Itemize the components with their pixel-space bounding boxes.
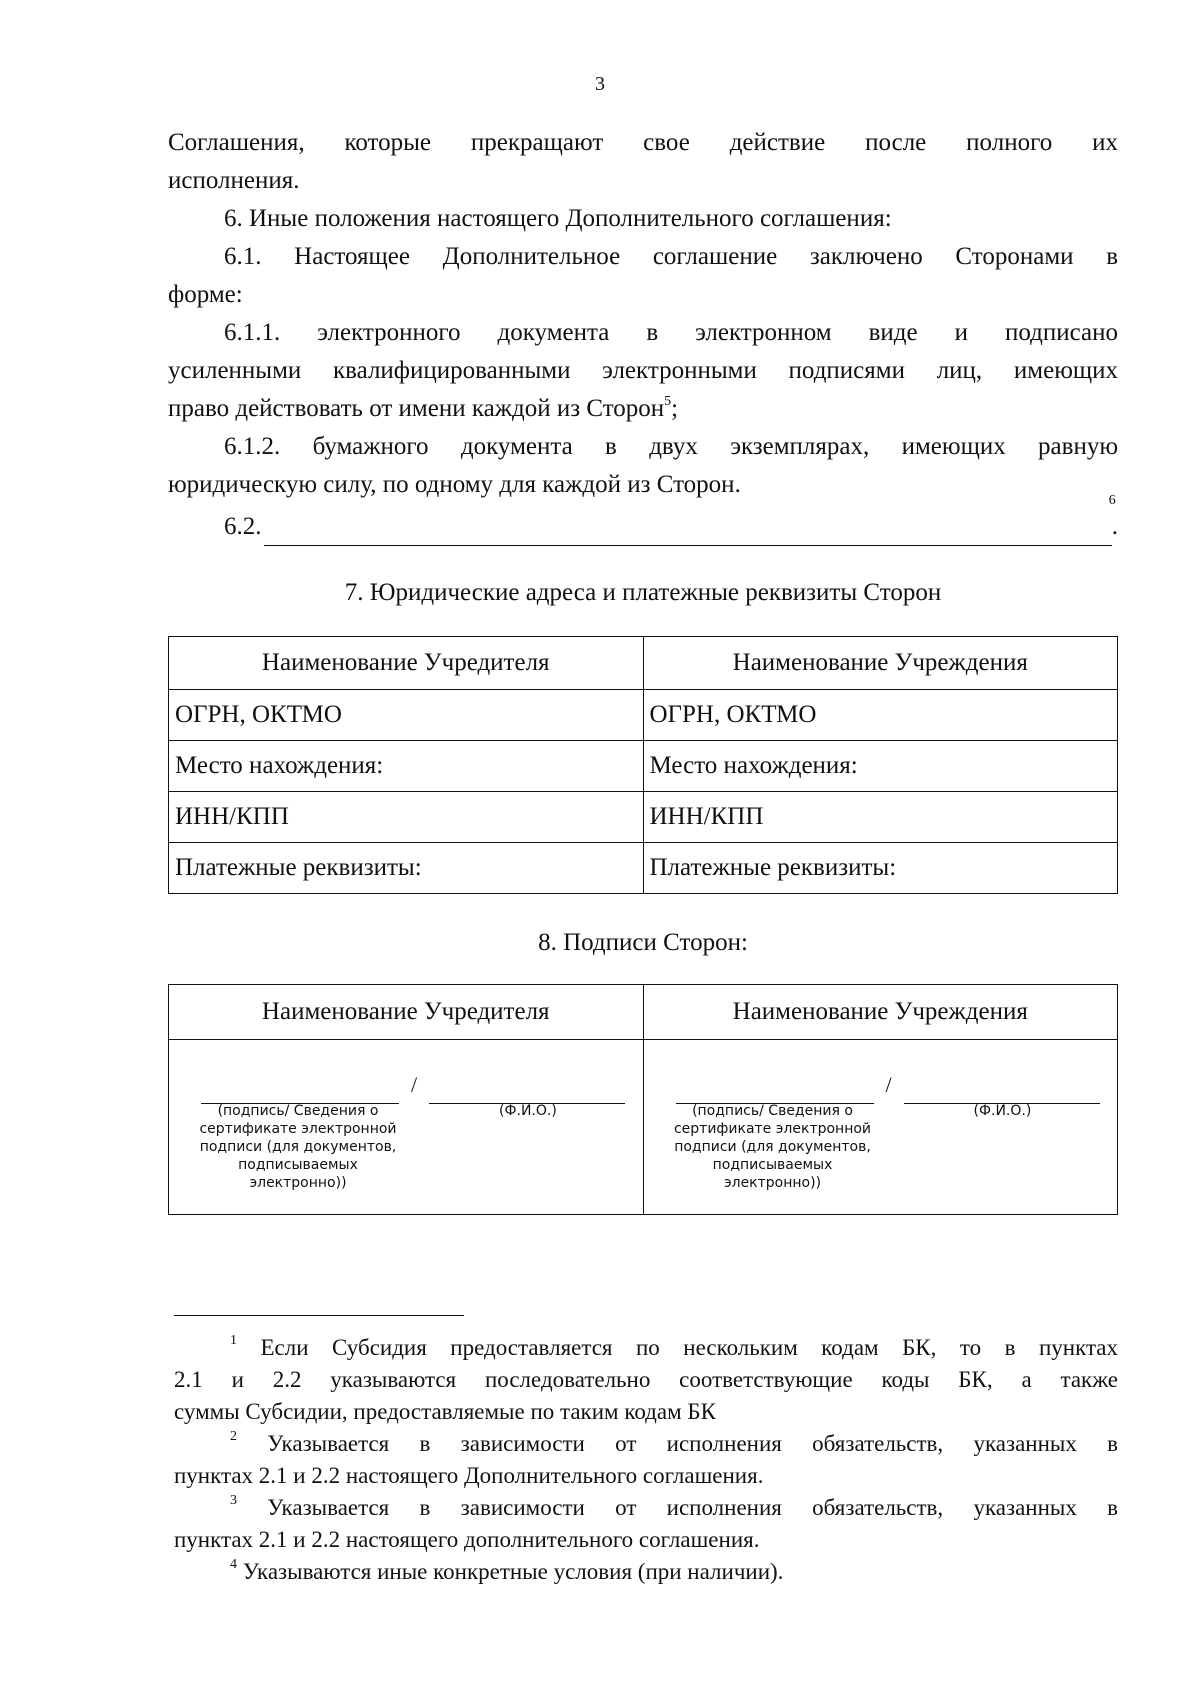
footnote-line: суммы Субсидии, предоставляемые по таким кодам БК — [174, 1399, 716, 1424]
footnote-separator — [174, 1315, 464, 1316]
table-header: Наименование Учредителя — [169, 985, 644, 1040]
signature-cell-institution — [643, 1040, 1118, 1215]
footnote-number: 1 — [230, 1333, 237, 1349]
table-cell: Место нахождения: — [169, 741, 644, 792]
signature-line — [201, 1066, 625, 1104]
footnote-number: 4 — [230, 1557, 237, 1573]
footnote-number: 3 — [230, 1493, 237, 1509]
table-header: Наименование Учредителя — [169, 637, 644, 690]
paragraph-line: Соглашения, которые прекращают свое действие после полного их — [168, 129, 1118, 156]
paragraph-text: право действовать от имени каждой из Сторон — [168, 395, 665, 422]
table-cell: ИНН/КПП — [169, 792, 644, 843]
paragraph-line: усиленными квалифицированными электронными подписями лиц, имеющих — [168, 357, 1118, 384]
footnote-line: пунктах 2.1 и 2.2 настоящего Дополнительного соглашения. — [174, 1463, 764, 1488]
punctuation: ; — [671, 395, 679, 422]
footnote-line: 2.1 и 2.2 указываются последовательно соответствующие коды БК, а также — [174, 1367, 1118, 1392]
footnote-line: $^4$ Указываются иные конкретные условия (при наличии). — [230, 1557, 784, 1584]
signature-blank — [201, 1081, 399, 1104]
paragraph-label: 6.2. — [224, 513, 262, 540]
section-7-title: 7. Юридические адреса и платежные реквизиты Сторон — [344, 579, 942, 606]
signature-blank — [676, 1081, 874, 1104]
paragraph-line: 6.1.2. бумажного документа в двух экземплярах, имеющих равную — [224, 433, 1118, 460]
footnote-number: 2 — [230, 1429, 237, 1445]
table-cell: Платежные реквизиты: — [643, 843, 1118, 894]
footnote-line: $^1$ Если Субсидия предоставляется по нескольким кодам БК, то в пунктах — [230, 1333, 1118, 1360]
document-body — [168, 124, 1118, 1215]
paragraph-6-2 — [168, 493, 1118, 546]
signature-caption: (подпись/ Сведения о сертификате электронной подписи (для документов, подписываемых электронно)) — [673, 1103, 872, 1191]
table-cell: Платежные реквизиты: — [169, 843, 644, 894]
signature-slash: / — [885, 1072, 892, 1097]
paragraph-line — [168, 390, 1118, 428]
table-cell: ИНН/КПП — [643, 792, 1118, 843]
table-row — [169, 792, 1118, 843]
name-blank — [904, 1081, 1100, 1104]
table-row — [169, 690, 1118, 741]
paragraph-6: 6. Иные положения настоящего Дополнительного соглашения: — [224, 205, 892, 232]
signature-line — [676, 1066, 1100, 1104]
paragraph-line: 6.1. Настоящее Дополнительное соглашение заключено Сторонами в — [224, 243, 1118, 270]
signature-cell-founder — [169, 1040, 644, 1215]
paragraph-line: 6.1.1. электронного документа в электронном виде и подписано — [224, 319, 1118, 346]
table-row — [169, 741, 1118, 792]
section-8-title: 8. Подписи Сторон: — [538, 929, 748, 956]
signature-slash: / — [410, 1072, 418, 1097]
requisites-table — [168, 636, 1118, 894]
paragraph-line: исполнения. — [168, 167, 300, 194]
table-header: Наименование Учреждения — [643, 985, 1118, 1040]
signature-caption: (подпись/ Сведения о сертификате электронной подписи (для документов, подписываемых электронно)) — [199, 1103, 397, 1191]
name-blank — [429, 1081, 625, 1104]
footnote-line: пунктах 2.1 и 2.2 настоящего дополнительного соглашения. — [174, 1527, 760, 1552]
table-row — [169, 843, 1118, 894]
signatures-table — [168, 984, 1118, 1215]
blank-line: 6 — [264, 519, 1112, 546]
table-cell: ОГРН, ОКТМО — [169, 690, 644, 741]
footnote-ref: 5 — [664, 393, 672, 409]
fio-caption: (Ф.И.О.) — [973, 1103, 1032, 1119]
paragraph-line: форме: — [168, 281, 243, 308]
table-cell: Место нахождения: — [643, 741, 1118, 792]
fio-caption: (Ф.И.О.) — [499, 1103, 557, 1119]
punctuation: . — [1111, 513, 1118, 540]
footnote-line: $^2$ Указывается в зависимости от исполнения обязательств, указанных в — [230, 1429, 1118, 1456]
paragraph-line: юридическую силу, по одному для каждой из Сторон. — [168, 471, 741, 498]
footnote-line: $^3$ Указывается в зависимости от исполнения обязательств, указанных в — [230, 1493, 1118, 1520]
table-header: Наименование Учреждения — [643, 637, 1118, 690]
footnotes — [174, 1332, 1118, 1588]
table-cell: ОГРН, ОКТМО — [643, 690, 1118, 741]
page-number: 3 — [595, 73, 605, 95]
